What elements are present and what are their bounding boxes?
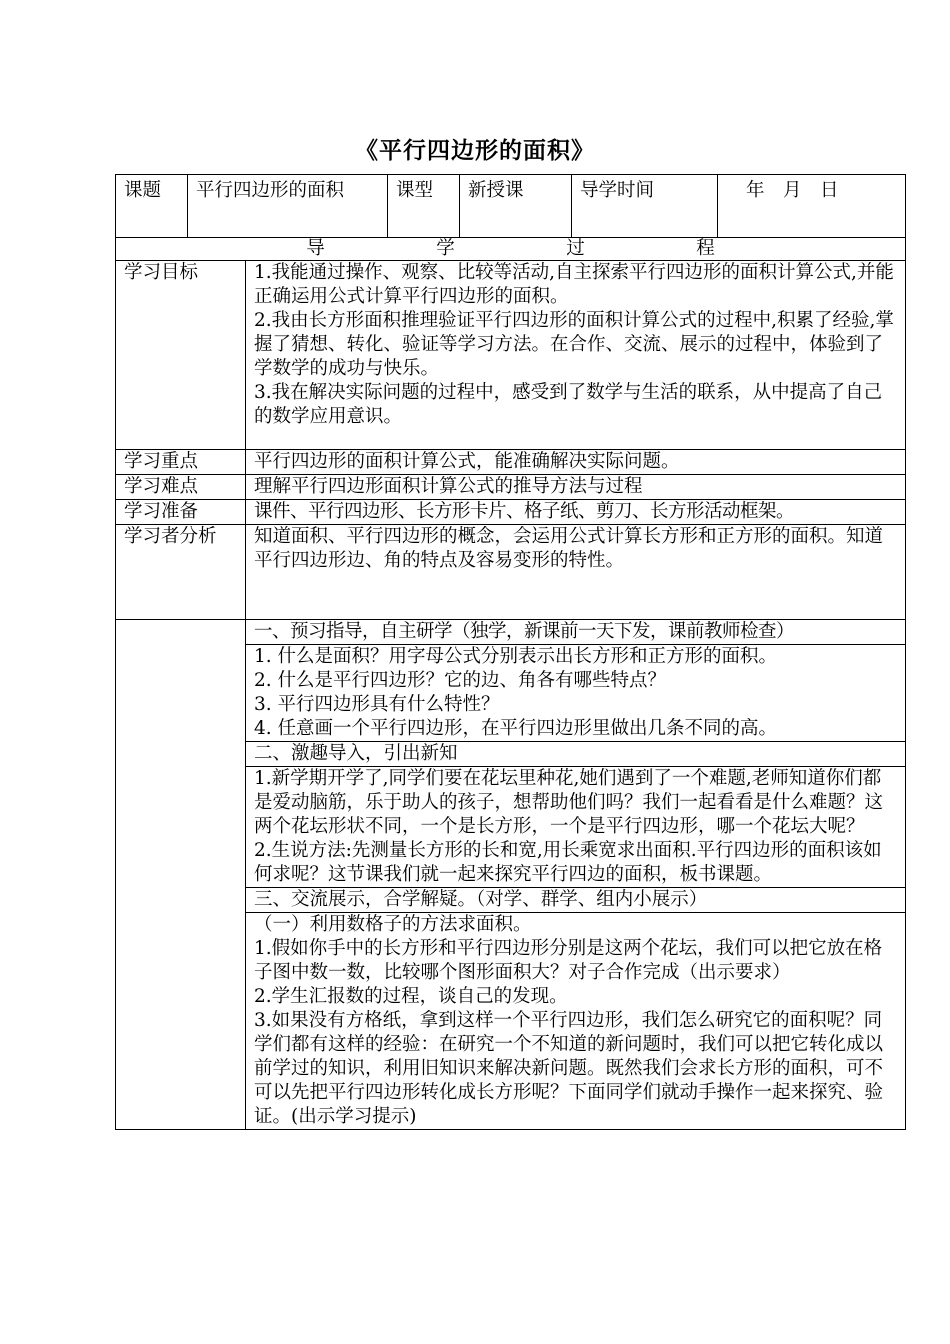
difficulty-value: 理解平行四边形面积计算公式的推导方法与过程 [246, 475, 906, 500]
goals-label: 学习目标 [116, 261, 246, 450]
prep-value: 课件、平行四边形、长方形卡片、格子纸、剪刀、长方形活动框架。 [246, 500, 906, 525]
topic-label: 课题 [116, 175, 188, 238]
prep-row [116, 500, 906, 525]
key-label: 学习重点 [116, 450, 246, 475]
goals-row [116, 261, 906, 450]
time-label: 导学时间 [572, 175, 718, 238]
section-2-title: 二、激趣导入，引出新知 [246, 742, 906, 767]
section-1-title-row [116, 620, 906, 645]
type-value: 新授课 [460, 175, 572, 238]
analysis-value: 知道面积、平行四边形的概念，会运用公式计算长方形和正方形的面积。知道平行四边形边、角的特点及容易变形的特性。 [246, 525, 906, 620]
topic-value: 平行四边形的面积 [188, 175, 388, 238]
section-3-body: （一）利用数格子的方法求面积。 1.假如你手中的长方形和平行四边形分别是这两个花坛，我们可以把它放在格子图中数一数，比较哪个图形面积大？对子合作完成（出示要求） 2.学生汇报数的过程，谈自己的发现。 3.如果没有方格纸，拿到这样一个平行四边形，我们怎么研究它的面积呢？同学们都有这样的经验：在研究一个不知道的新问题时，我们可以把它转化成以前学过的知识，利用旧知识来解决新问题。既然我们会求长方形的面积，可不可以先把平行四边形转化成长方形呢？下面同学们就动手操作一起来探究、验证。(出示学习提示) [246, 913, 906, 1130]
process-left-column [116, 620, 246, 1130]
key-value: 平行四边形的面积计算公式，能准确解决实际问题。 [246, 450, 906, 475]
section-1-body: 1. 什么是面积？用字母公式分别表示出长方形和正方形的面积。 2. 什么是平行四边形？它的边、角各有哪些特点？ 3. 平行四边形具有什么特性？ 4. 任意画一个平行四边形，在平行四边形里做出几条不同的高。 [246, 645, 906, 742]
header-row [116, 175, 906, 238]
type-label: 课型 [388, 175, 460, 238]
section-1-title: 一、预习指导，自主研学（独学，新课前一天下发，课前教师检查） [246, 620, 906, 645]
key-row [116, 450, 906, 475]
section-2-body: 1.新学期开学了,同学们要在花坛里种花,她们遇到了一个难题,老师知道你们都是爱动脑筋，乐于助人的孩子，想帮助他们吗？我们一起看看是什么难题？这两个花坛形状不同，一个是长方形，一个是平行四边形，哪一个花坛大呢？ 2.生说方法:先测量长方形的长和宽,用长乘宽求出面积.平行四边形的面积该如何求呢？这节课我们就一起来探究平行四边的面积，板书课题。 [246, 767, 906, 888]
difficulty-label: 学习难点 [116, 475, 246, 500]
process-row [116, 238, 906, 261]
lesson-plan-table [115, 174, 906, 1130]
analysis-label: 学习者分析 [116, 525, 246, 620]
goals-content: 1.我能通过操作、观察、比较等活动,自主探索平行四边形的面积计算公式,并能正确运用公式计算平行四边形的面积。 2.我由长方形面积推理验证平行四边形的面积计算公式的过程中,积累了经验,掌握了猜想、转化、验证等学习方法。在合作、交流、展示的过程中，体验到了学数学的成功与快乐。 3.我在解决实际问题的过程中，感受到了数学与生活的联系，从中提高了自己的数学应用意识。 [246, 261, 906, 450]
process-heading: 导 学 过 程 [116, 238, 906, 261]
document-title: 《平行四边形的面积》 [355, 137, 595, 164]
difficulty-row [116, 475, 906, 500]
time-value: 年 月 日 [718, 175, 906, 238]
section-3-title: 三、交流展示，合学解疑。（对学、群学、组内小展示） [246, 888, 906, 913]
prep-label: 学习准备 [116, 500, 246, 525]
analysis-row [116, 525, 906, 620]
